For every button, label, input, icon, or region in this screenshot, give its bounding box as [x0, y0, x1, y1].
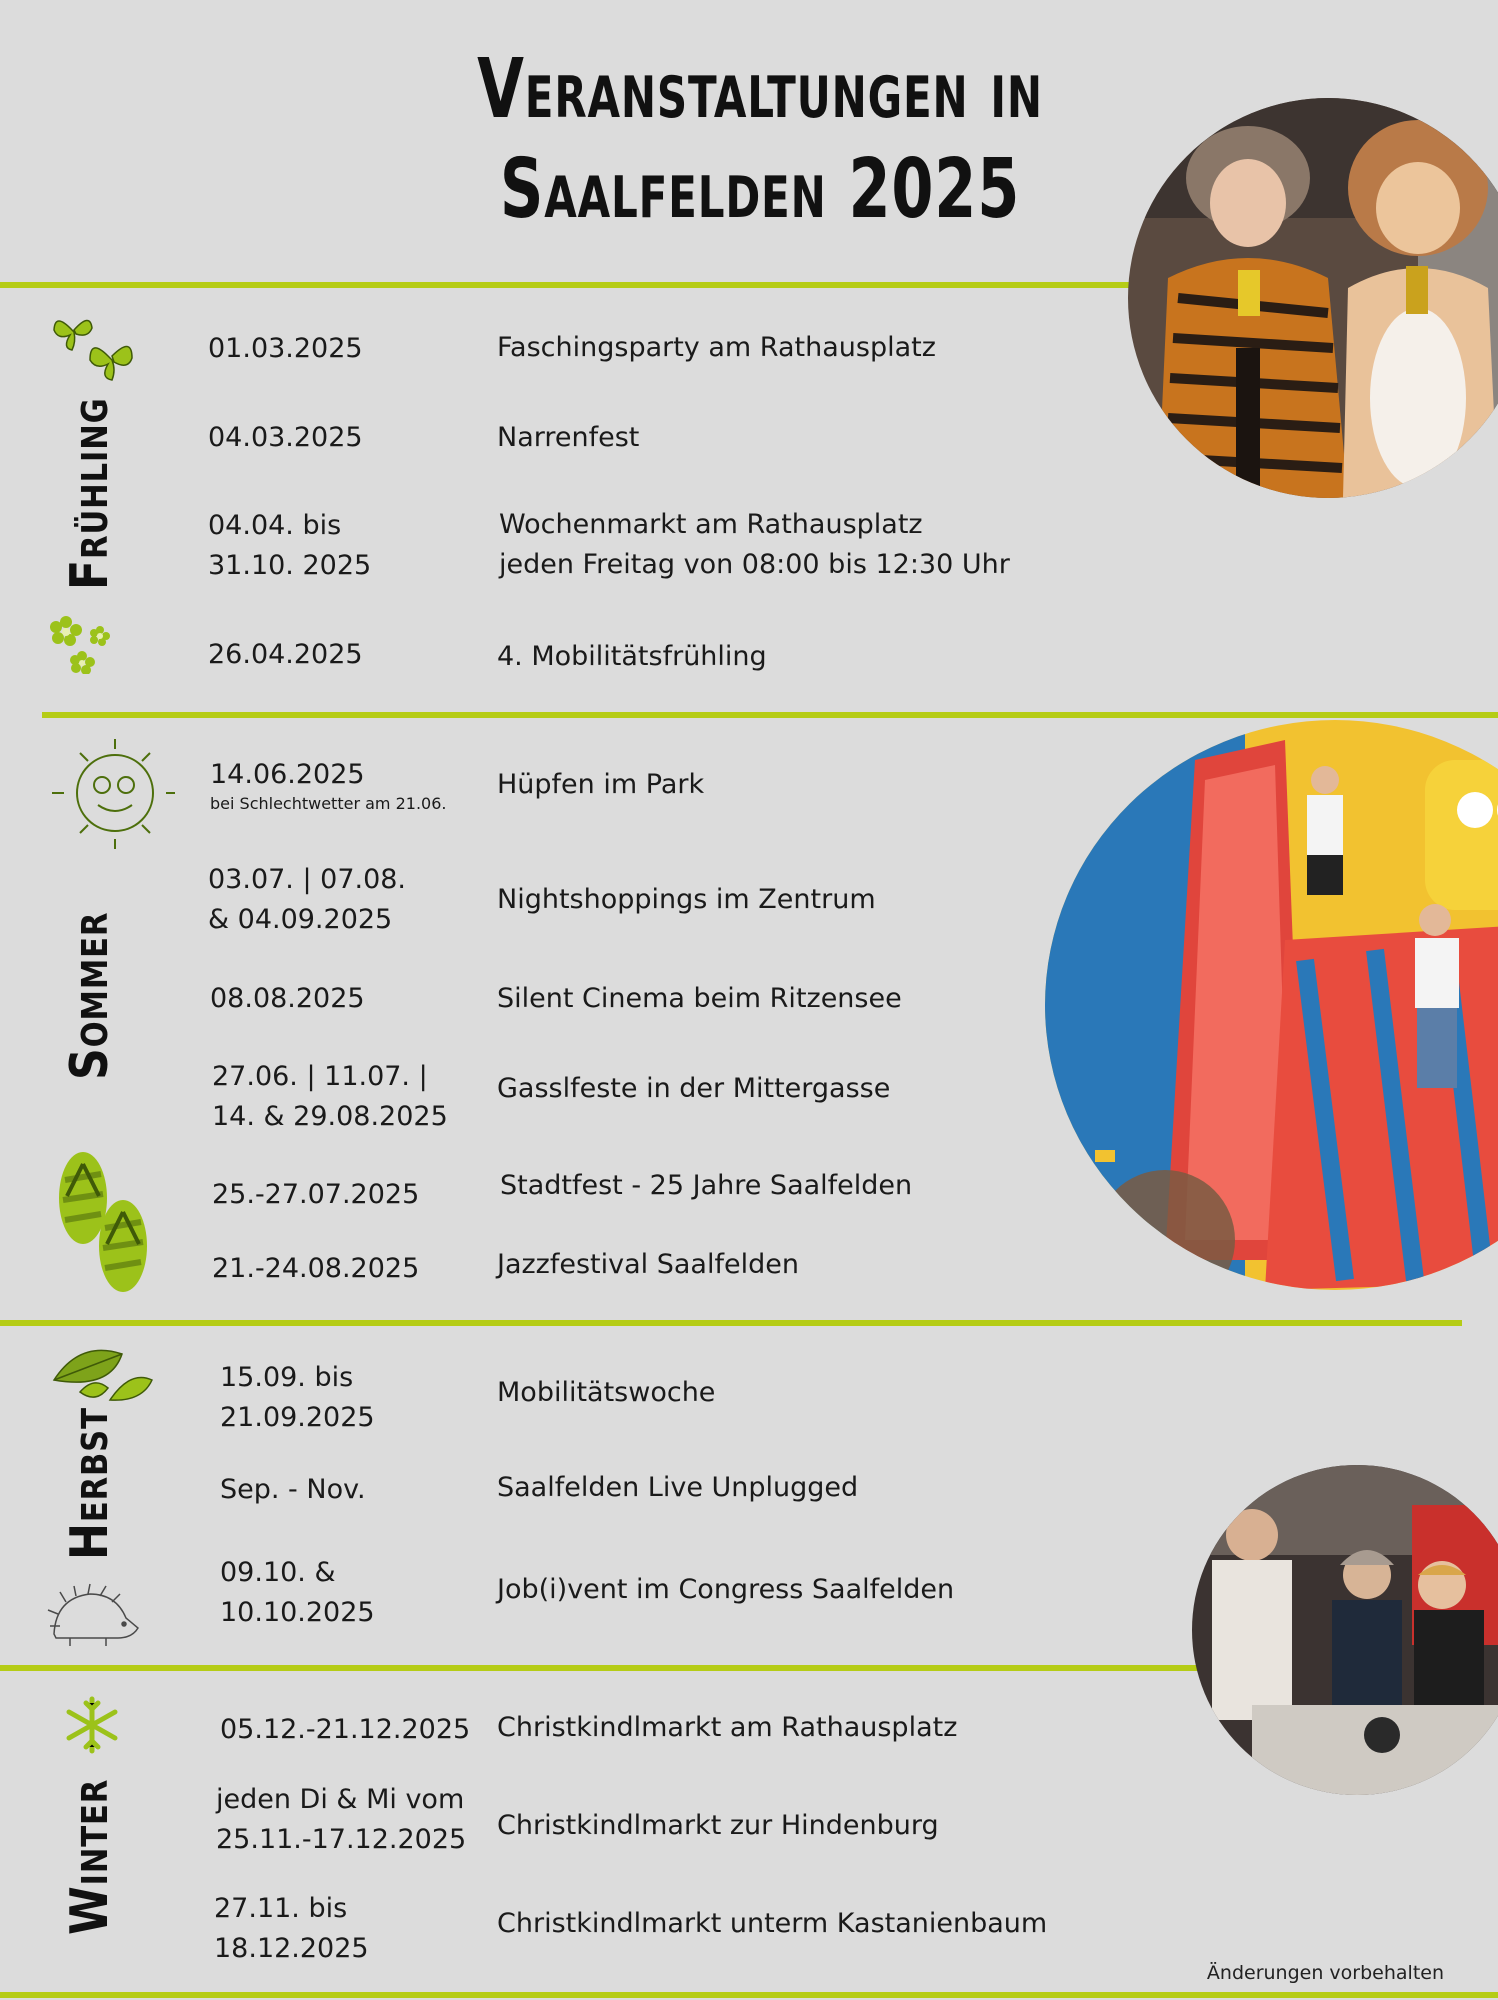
event-date: 01.03.2025	[208, 333, 363, 364]
event-date: 04.03.2025	[208, 422, 363, 453]
season-label-autumn: Herbst	[60, 1407, 120, 1560]
event-date	[208, 860, 406, 940]
divider-summer-autumn	[0, 1320, 1462, 1326]
event-title: 4. Mobilitätsfrühling	[497, 641, 767, 672]
event-title: Christkindlmarkt am Rathausplatz	[497, 1712, 958, 1743]
event-title: Nightshoppings im Zentrum	[497, 884, 876, 915]
event-date	[220, 1358, 375, 1438]
butterflies-icon	[50, 310, 135, 389]
event-date: 26.04.2025	[208, 639, 363, 670]
event-date-line-1: 15.09. bis	[220, 1362, 354, 1393]
sun-icon	[50, 735, 175, 854]
event-date-line-2: 10.10.2025	[220, 1597, 375, 1628]
event-date-line-1: jeden Di & Mi vom	[216, 1784, 465, 1815]
event-date-line-1: 03.07. | 07.08.	[208, 864, 407, 895]
event-title: Hüpfen im Park	[497, 769, 705, 800]
event-title: Jazzfestival Saalfelden	[497, 1249, 799, 1280]
divider-autumn-winter	[0, 1665, 1200, 1671]
event-title: Saalfelden Live Unplugged	[497, 1472, 859, 1503]
season-label-summer: Sommer	[60, 911, 120, 1080]
event-title: Mobilitätswoche	[497, 1377, 716, 1408]
event-title: Faschingsparty am Rathausplatz	[497, 332, 936, 363]
page-title	[330, 40, 1190, 240]
event-title: Christkindlmarkt zur Hindenburg	[497, 1810, 939, 1841]
event-date-line-2: 14. & 29.08.2025	[212, 1101, 448, 1132]
event-date-line-1: 09.10. &	[220, 1557, 336, 1588]
event-date-note: bei Schlechtwetter am 21.06.	[210, 794, 447, 813]
flowers-icon	[48, 612, 113, 678]
divider-bottom	[0, 1992, 1498, 1998]
event-date: 08.08.2025	[210, 983, 365, 1014]
event-title-line-1: Wochenmarkt am Rathausplatz	[499, 509, 923, 540]
event-date	[216, 1780, 466, 1860]
event-title	[499, 505, 1010, 585]
event-date	[214, 1889, 369, 1969]
event-date: 25.-27.07.2025	[212, 1179, 420, 1210]
hedgehog-icon	[46, 1582, 141, 1656]
event-date-line-2: 21.09.2025	[220, 1402, 375, 1433]
page-title-line-1: Veranstaltungen in	[477, 42, 1043, 137]
event-date-main: 14.06.2025	[210, 759, 365, 790]
event-title: Narrenfest	[497, 422, 640, 453]
event-date: Sep. - Nov.	[220, 1474, 366, 1505]
bouncy-castle-photo	[1045, 720, 1498, 1290]
season-label-winter: Winter	[60, 1778, 120, 1935]
event-date	[208, 506, 371, 586]
event-title: Christkindlmarkt unterm Kastanienbaum	[497, 1908, 1048, 1939]
divider-spring-summer	[42, 712, 1498, 718]
carnival-photo	[1128, 98, 1498, 498]
page-title-line-2: Saalfelden 2025	[499, 142, 1021, 237]
flip-flops-icon	[55, 1150, 155, 1299]
event-title: Job(i)vent im Congress Saalfelden	[497, 1574, 955, 1605]
event-date-line-2: 31.10. 2025	[208, 550, 372, 581]
event-date: 05.12.-21.12.2025	[220, 1714, 471, 1745]
event-date: 21.-24.08.2025	[212, 1253, 420, 1284]
event-date-line-1: 04.04. bis	[208, 510, 342, 541]
leaves-icon	[50, 1340, 155, 1414]
event-date	[220, 1553, 375, 1633]
event-title: Stadtfest - 25 Jahre Saalfelden	[500, 1170, 913, 1201]
disclaimer-note: Änderungen vorbehalten	[1206, 1962, 1444, 1984]
job-event-photo	[1192, 1465, 1498, 1795]
divider-top	[0, 282, 1140, 288]
event-title: Gasslfeste in der Mittergasse	[497, 1073, 891, 1104]
event-date-line-2: 18.12.2025	[214, 1933, 369, 1964]
event-date	[210, 755, 446, 813]
event-date-line-1: 27.06. | 11.07. |	[212, 1061, 428, 1092]
event-title: Silent Cinema beim Ritzensee	[497, 983, 902, 1014]
event-date-line-2: 25.11.-17.12.2025	[216, 1824, 467, 1855]
event-date-line-2: & 04.09.2025	[208, 904, 393, 935]
snowflake-icon	[62, 1695, 122, 1759]
event-date-line-1: 27.11. bis	[214, 1893, 348, 1924]
event-title-line-2: jeden Freitag von 08:00 bis 12:30 Uhr	[499, 549, 1010, 580]
season-label-spring: Frühling	[60, 397, 120, 590]
event-date	[212, 1057, 448, 1137]
